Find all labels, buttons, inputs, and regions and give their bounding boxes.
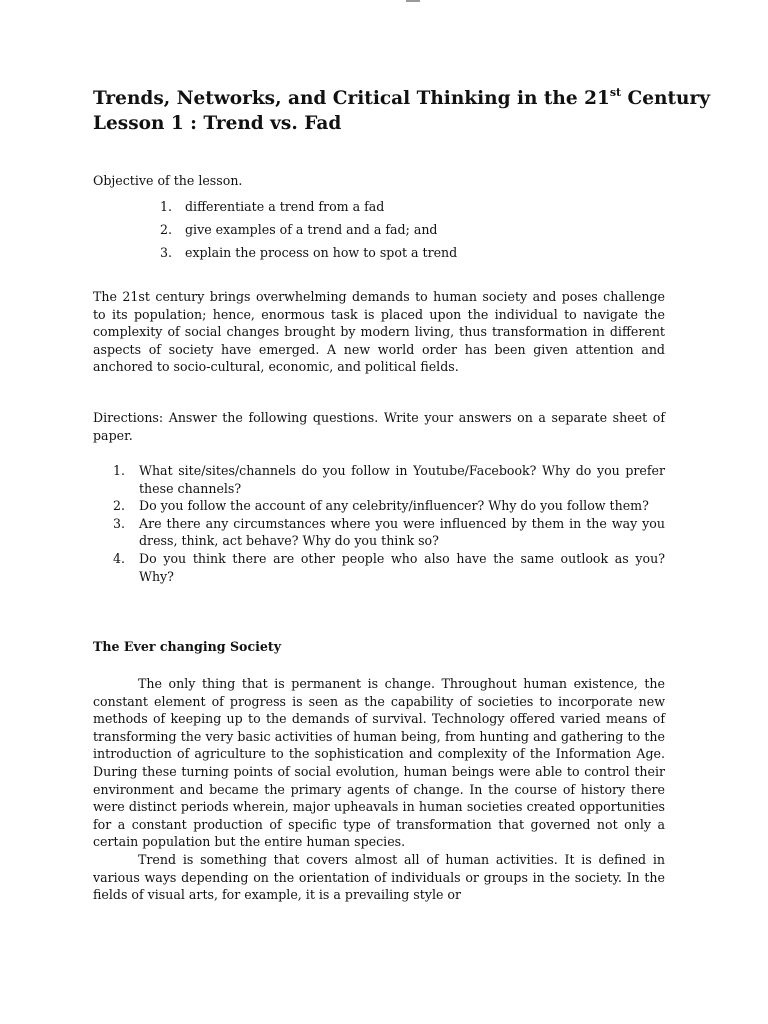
section-paragraph-1: The only thing that is permanent is change. Throughout human existence, the constant element of progress is seen as the capability of societies to incorporate new methods of keeping up to the demands of survival. Technology offered varied means of transforming the very basic activities of human being, from hunting and gathering to the introduction of agriculture to the sophistication and complexity of the Information Age. During these turning points of social evolution, human beings were able to control their environment and became the primary agents of change. In the course of history there were distinct periods wherein, major upheavals in human societies created opportunities for a constant production of specific type of transformation that governed not only a certain population but the entire human species. xyxy=(93,676,665,850)
title-line-1: Trends, Networks, and Critical Thinking in the 21st Century xyxy=(93,86,710,109)
list-item: 3. Are there any circumstances where you were influenced by them in the way you dress, think, act behave? Why do you think so? xyxy=(113,515,665,549)
questions-list xyxy=(113,462,665,585)
section-heading: The Ever changing Society xyxy=(93,639,282,654)
directions-paragraph: Directions: Answer the following questions. Write your answers on a separate sheet of paper. xyxy=(93,410,665,443)
document-title xyxy=(93,86,753,136)
intro-paragraph: The 21st century brings overwhelming demands to human society and poses challenge to its population; hence, enormous task is placed upon the individual to navigate the complexity of social changes brought by modern living, thus transformation in different aspects of society have emerged. A new world order has been given attention and anchored to socio-cultural, economic, and political fields. xyxy=(93,289,665,375)
list-item: 2. give examples of a trend and a fad; and xyxy=(160,222,438,237)
list-item: 2. Do you follow the account of any celebrity/influencer? Why do you follow them? xyxy=(113,498,649,514)
objectives-list xyxy=(160,198,457,267)
list-item: 3. explain the process on how to spot a trend xyxy=(160,245,458,260)
list-item: 1. What site/sites/channels do you follow in Youtube/Facebook? Why do you prefer these channels? xyxy=(113,463,665,496)
section-body xyxy=(93,675,665,904)
objective-label: Objective of the lesson. xyxy=(93,173,243,188)
section-paragraph-2: Trend is something that covers almost all of human activities. It is defined in various ways depending on the orientation of individuals or groups in the society. In the fields of visual arts, for example, it is a prevailing style or xyxy=(93,851,665,903)
list-item: 1. differentiate a trend from a fad xyxy=(160,199,385,214)
page-top-mark xyxy=(406,0,420,2)
list-item: 4. Do you think there are other people who also have the same outlook as you? Why? xyxy=(113,550,665,584)
title-line-2: Lesson 1 : Trend vs. Fad xyxy=(93,113,342,134)
